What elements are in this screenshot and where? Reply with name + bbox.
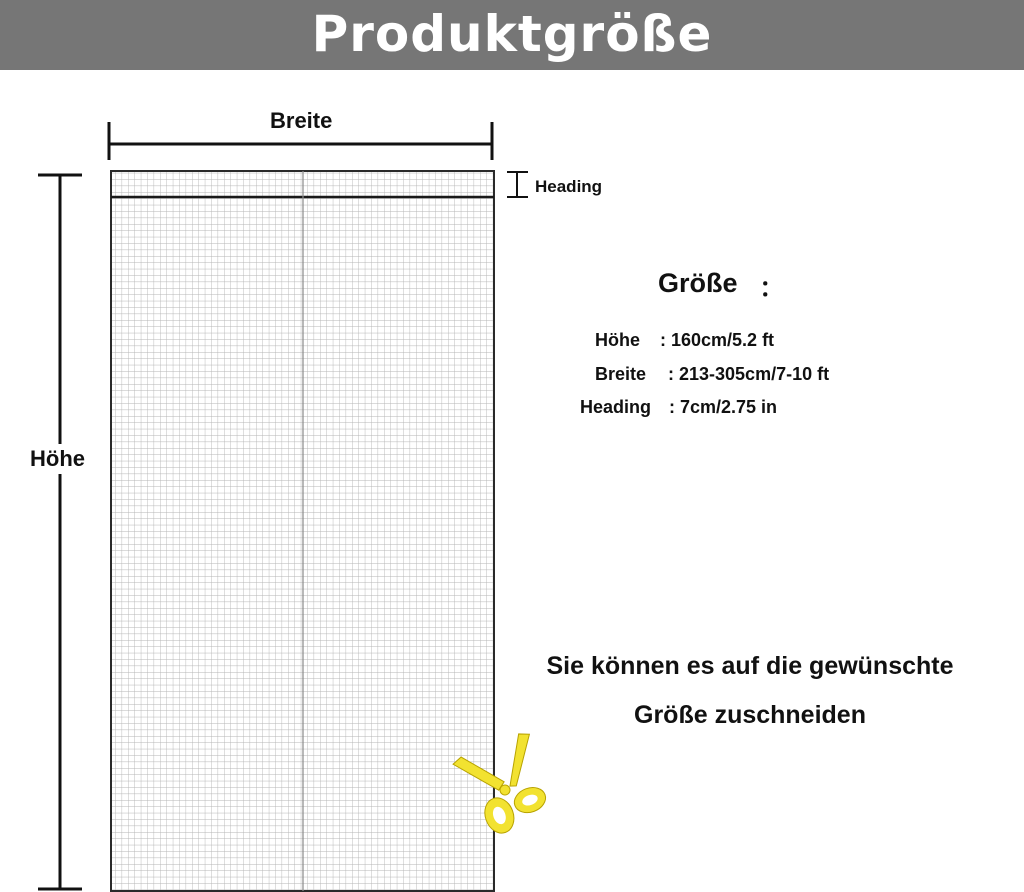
spec-heading-label: Heading <box>580 397 652 417</box>
spec-width-value: : 213-305cm/7-10 ft <box>668 364 830 384</box>
spec-width-label: Breite <box>595 364 647 384</box>
spec-height-value: : 160cm/5.2 ft <box>660 330 775 350</box>
curtain-panel <box>111 171 494 891</box>
size-title-colon: ： <box>759 273 786 303</box>
size-title: Größe <box>658 268 738 298</box>
height-dimension-line <box>38 175 82 889</box>
banner-title: Produktgröße <box>311 5 713 63</box>
cut-note-line-2: Größe zuschneiden <box>634 701 866 729</box>
heading-label: Heading <box>535 177 603 196</box>
spec-heading-value: : 7cm/2.75 in <box>669 397 778 417</box>
width-label: Breite <box>270 108 333 133</box>
spec-height-label: Höhe <box>595 330 640 350</box>
height-label: Höhe <box>30 444 85 474</box>
heading-dimension-line <box>507 172 528 197</box>
cut-note-line-1: Sie können es auf die gewünschte <box>546 652 954 680</box>
